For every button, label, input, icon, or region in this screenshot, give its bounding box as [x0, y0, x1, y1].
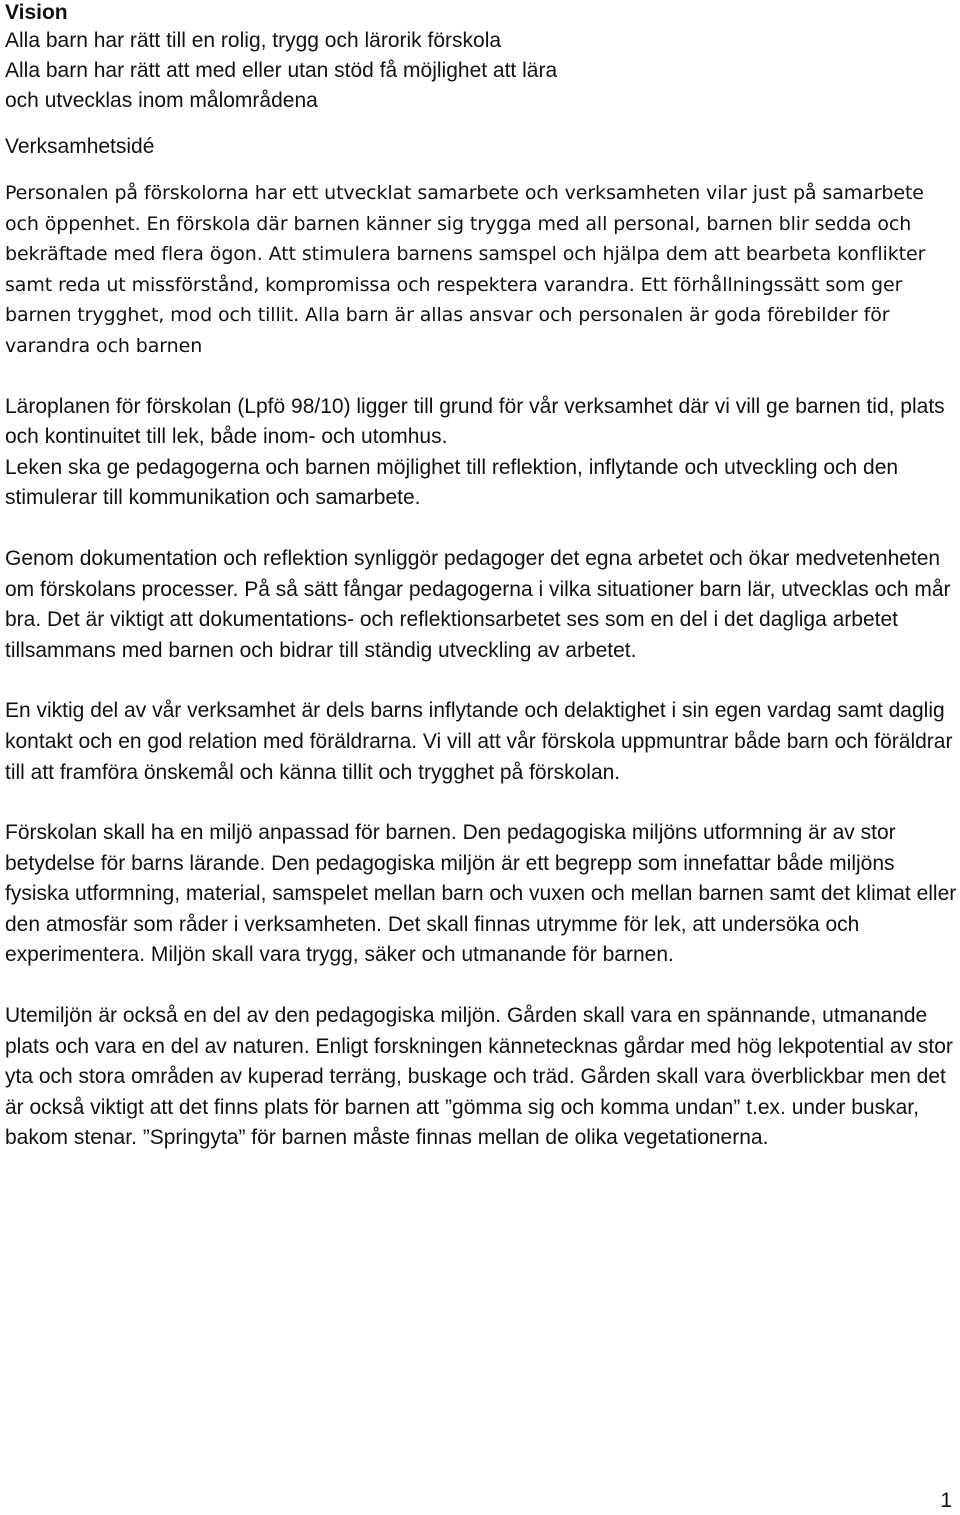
vision-section	[5, 0, 957, 116]
vision-line-1: Alla barn har rätt till en rolig, trygg och lärorik förskola	[5, 29, 502, 52]
vision-heading: Vision	[5, 1, 68, 24]
verksamhetside-heading: Verksamhetsidé	[5, 135, 155, 158]
document-content	[5, 0, 957, 1154]
page-number: 1	[940, 1489, 952, 1512]
paragraph-laroplan: Läroplanen för förskolan (Lpfö 98/10) ligger till grund för vår verksamhet där vi vill ge barnen tid, plats och kontinuitet till lek, både inom- och utomhus.	[5, 394, 945, 449]
verksamhetside-section	[5, 132, 957, 362]
paragraph-dokumentation: Genom dokumentation och reflektion synliggör pedagoger det egna arbetet och ökar medvetenheten om förskolans processer. På så sätt fångar pedagogerna i vilka situationer barn lär, utvecklas och mår bra. Det är viktigt att dokumentations- och reflektionsarbetet ses som en del i det dagliga arbetet tillsammans med barnen och bidrar till ständig utveckling av arbetet.	[5, 546, 951, 662]
verksamhetside-paragraph: Personalen på förskolorna har ett utvecklat samarbete och verksamheten vilar just på samarbete och öppenhet. En förskola där barnen känner sig trygga med all personal, barnen blir sedda och bekräftade med flera ögon. Att stimulera barnens samspel och hjälpa dem att bearbeta konflikter samt reda ut missförstånd, kompromissa och respektera varandra. Ett förhållningssätt som ger barnen trygghet, mod och tillit. Alla barn är allas ansvar och personalen är goda förebilder för varandra och barnen	[5, 182, 926, 357]
paragraph-inflytande: En viktig del av vår verksamhet är dels barns inflytande och delaktighet i sin egen vardag samt daglig kontakt och en god relation med föräldrarna. Vi vill att vår förskola uppmuntrar både barn och föräldrar till att framföra önskemål och känna tillit och trygghet på förskolan.	[5, 699, 953, 784]
vision-line-3: och utvecklas inom målområdena	[5, 89, 318, 112]
paragraph-miljo: Förskolan skall ha en miljö anpassad för barnen. Den pedagogiska miljöns utformning är av stor betydelse för barns lärande. Den pedagogiska miljön är ett begrepp som innefattar både miljöns fysiska utformning, material, samspelet mellan barn och vuxen och mellan barnen samt det klimat eller den atmosfär som råder i verksamheten. Det skall finnas utrymme för lek, att undersöka och experimentera. Miljön skall vara trygg, säker och utmanande för barnen.	[5, 821, 957, 967]
vision-line-2: Alla barn har rätt att med eller utan stöd få möjlighet att lära	[5, 59, 558, 82]
paragraph-leken: Leken ska ge pedagogerna och barnen möjlighet till reflektion, inflytande och utveckling och den stimulerar till kommunikation och samarbete.	[5, 455, 899, 510]
paragraph-utemiljo: Utemiljön är också en del av den pedagogiska miljön. Gården skall vara en spännande, utmanande plats och vara en del av naturen. Enligt forskningen kännetecknas gårdar med hög lekpotential av stor yta och stora områden av kuperad terräng, buskage och träd. Gården skall vara överblickbar men det är också viktigt att det finns plats för barnen att ”gömma sig och komma undan” t.ex. under buskar, bakom stenar. ”Springyta” för barnen måste finnas mellan de olika vegetationerna.	[5, 1004, 953, 1150]
